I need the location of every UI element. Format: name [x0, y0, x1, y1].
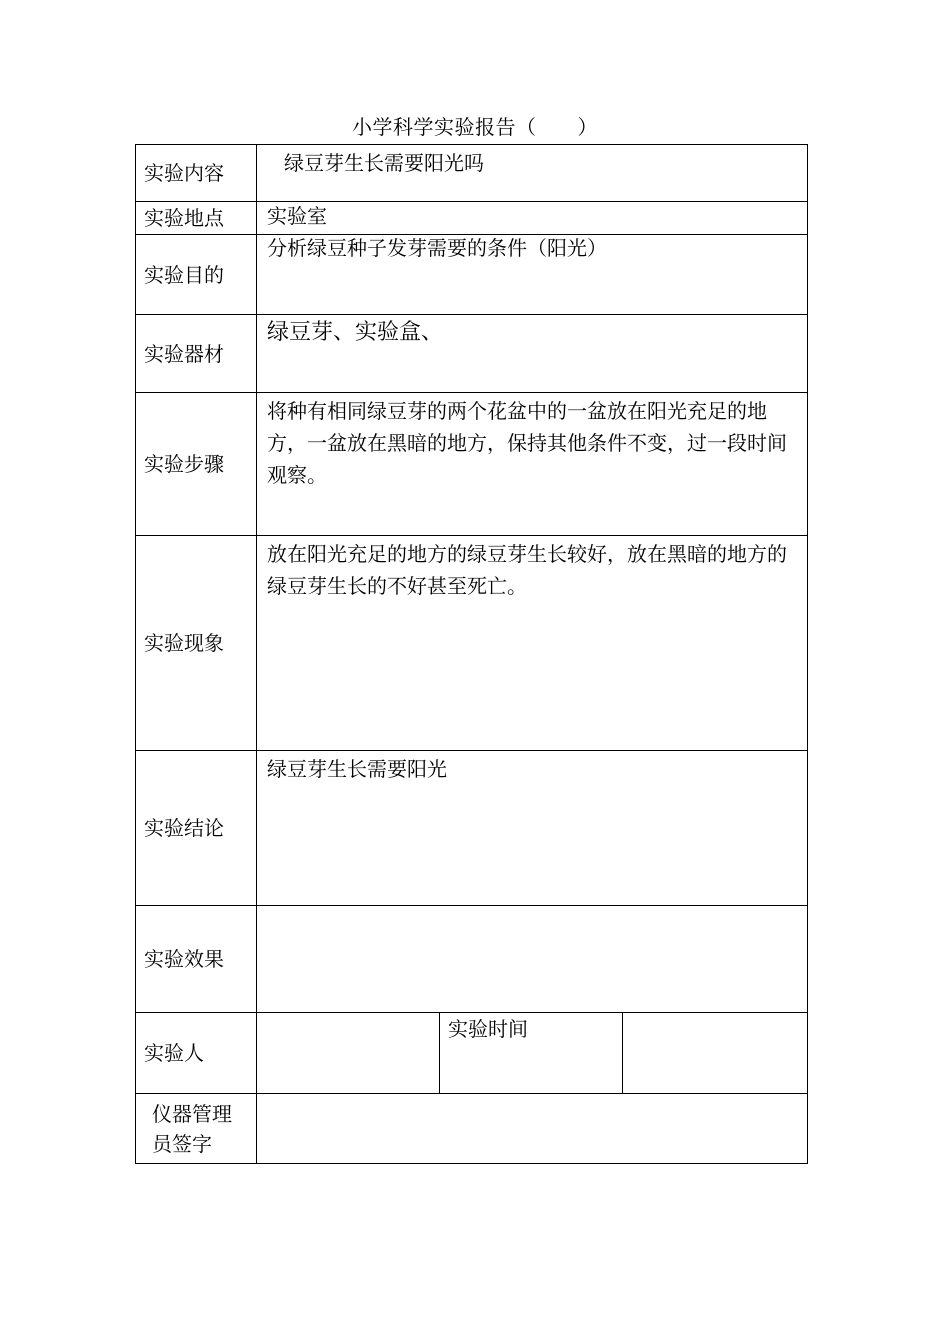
- label-signature-line1: 仪器管理: [152, 1101, 232, 1126]
- row-phenomenon: [136, 536, 808, 751]
- row-conclusion: [136, 751, 808, 906]
- report-table: [135, 144, 808, 1164]
- value-purpose[interactable]: 分析绿豆种子发芽需要的条件（阳光）: [257, 235, 808, 315]
- label-experimenter: 实验人: [136, 1013, 257, 1094]
- label-signature: [136, 1094, 257, 1164]
- value-phenomenon[interactable]: 放在阳光充足的地方的绿豆芽生长较好，放在黑暗的地方的绿豆芽生长的不好甚至死亡。: [257, 536, 808, 751]
- value-experimenter[interactable]: [257, 1013, 440, 1094]
- value-steps[interactable]: 将种有相同绿豆芽的两个花盆中的一盆放在阳光充足的地方，一盆放在黑暗的地方，保持其他条件不变，过一段时间观察。: [257, 393, 808, 536]
- row-steps: [136, 393, 808, 536]
- value-equipment[interactable]: 绿豆芽、实验盒、: [257, 315, 808, 393]
- row-effect: [136, 906, 808, 1013]
- label-signature-line2: 员签字: [152, 1131, 212, 1156]
- value-signature[interactable]: [257, 1094, 808, 1164]
- label-content: 实验内容: [136, 145, 257, 202]
- row-equipment: [136, 315, 808, 393]
- value-experiment-time[interactable]: [623, 1013, 808, 1094]
- label-effect: 实验效果: [136, 906, 257, 1013]
- label-purpose: 实验目的: [136, 235, 257, 315]
- row-signature: [136, 1094, 808, 1164]
- value-location[interactable]: 实验室: [257, 202, 808, 235]
- label-conclusion: 实验结论: [136, 751, 257, 906]
- label-equipment: 实验器材: [136, 315, 257, 393]
- label-experiment-time: 实验时间: [440, 1013, 623, 1094]
- report-title: 小学科学实验报告（ ）: [352, 115, 598, 139]
- value-conclusion[interactable]: 绿豆芽生长需要阳光: [257, 751, 808, 906]
- label-phenomenon: 实验现象: [136, 536, 257, 751]
- label-steps: 实验步骤: [136, 393, 257, 536]
- row-location: [136, 202, 808, 235]
- row-experimenter: [136, 1013, 808, 1094]
- row-purpose: [136, 235, 808, 315]
- label-location: 实验地点: [136, 202, 257, 235]
- value-effect[interactable]: [257, 906, 808, 1013]
- value-content[interactable]: 绿豆芽生长需要阳光吗: [257, 145, 808, 202]
- row-content: [136, 145, 808, 202]
